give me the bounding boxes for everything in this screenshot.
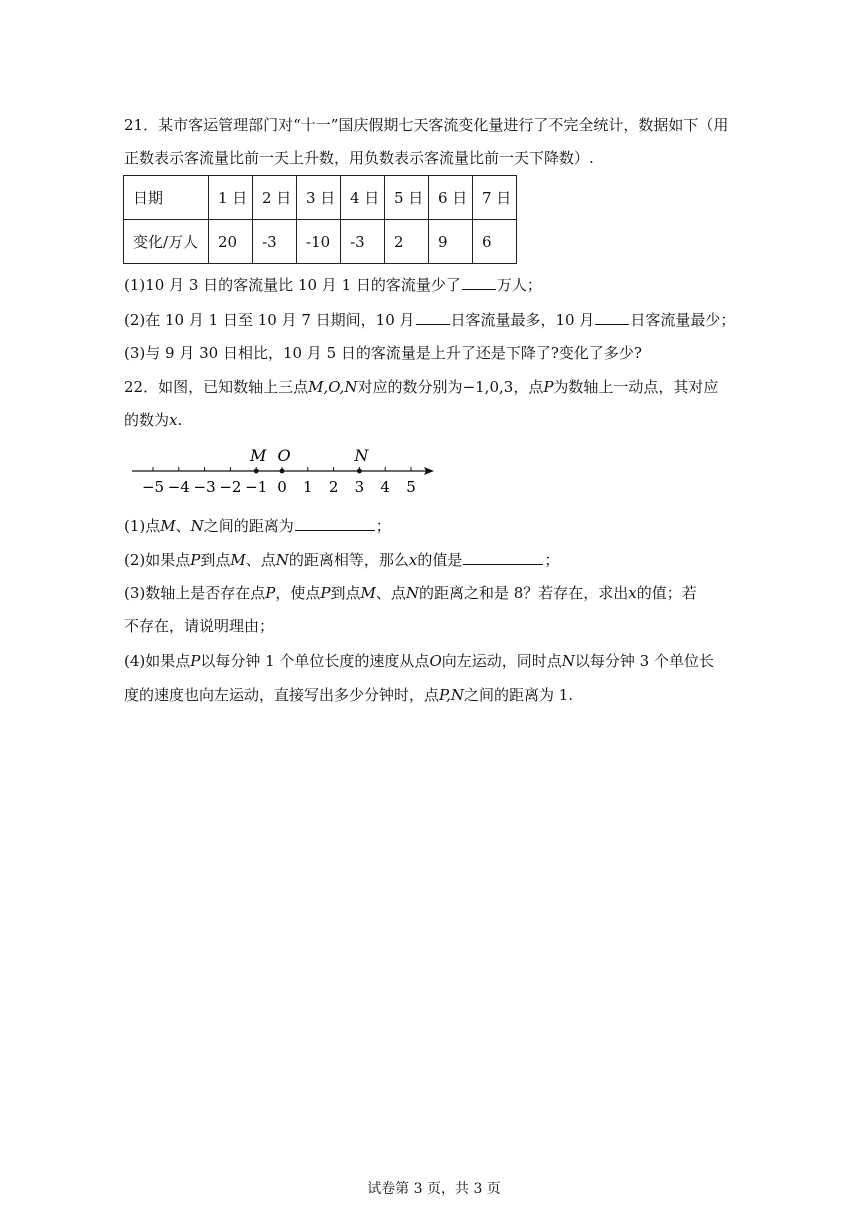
q22-line1: 22．如图，已知数轴上三点M,O,N对应的数分别为−1,0,3，点P为数轴上一动点，其对应 (124, 378, 719, 396)
axis-tick-label: 3 (354, 478, 365, 496)
table-cell: 9 (429, 220, 473, 264)
axis-tick-label: 2 (328, 478, 339, 496)
axis-tick-label: 5 (406, 478, 416, 496)
table-header-change: 变化/万人 (124, 220, 209, 264)
passenger-flow-table (123, 175, 517, 264)
q21-part2: (2)在 10 月 1 日至 10 月 7 日期间，10 月 日客流量最多，10 月 日客流量最少； (124, 311, 736, 329)
q21-part3: (3)与 9 月 30 日相比，10 月 5 日的客流量是上升了还是下降了?变化了多少? (124, 344, 642, 362)
table-cell: 7 日 (473, 176, 517, 220)
table-cell: -3 (341, 220, 385, 264)
table-row-changes (124, 220, 517, 264)
axis-tick-label: −2 (219, 478, 242, 496)
point-marker (357, 469, 362, 474)
table-cell: 5 日 (385, 176, 429, 220)
q22-part3-line2: 不存在，请说明理由； (124, 617, 275, 635)
q22-part4-line2: 度的速度也向左运动，直接写出多少分钟时，点P,N之间的距离为 1. (124, 686, 574, 704)
axis-tick-label: 1 (303, 478, 313, 496)
q22-part1: (1)点M、N之间的距离为 ； (124, 517, 391, 535)
point-label: N (354, 446, 369, 465)
number-line-diagram (124, 442, 444, 498)
axis-tick-label: 0 (277, 478, 287, 496)
axis-tick-label: −4 (167, 478, 190, 496)
axis-tick-label: −5 (141, 478, 165, 496)
point-label: M (250, 446, 267, 465)
axis-tick-label: 4 (380, 478, 390, 496)
table-cell: -3 (253, 220, 297, 264)
q21-part1: (1)10 月 3 日的客流量比 10 月 1 日的客流量少了 万人； (124, 276, 542, 294)
q22-line2: 的数为x. (124, 411, 183, 429)
point-marker (254, 469, 259, 474)
q22-part2: (2)如果点P到点M、点N的距离相等，那么x的值是 ； (124, 551, 560, 569)
point-marker (280, 469, 285, 474)
answer-blank (416, 310, 450, 325)
answer-blank (463, 550, 543, 565)
axis-tick-label: −1 (245, 478, 268, 496)
page-footer: 试卷第 3 页，共 3 页 (367, 1181, 501, 1197)
table-cell: 2 日 (253, 176, 297, 220)
table-cell: 6 (473, 220, 517, 264)
table-row-dates (124, 176, 517, 220)
q21-line2: 正数表示客流量比前一天上升数，用负数表示客流量比前一天下降数）. (124, 149, 594, 167)
table-cell: 3 日 (297, 176, 341, 220)
q22-part3-line1: (3)数轴上是否存在点P，使点P到点M、点N的距离之和是 8？若存在，求出x的值；若 (124, 584, 697, 602)
q21-line1: 21．某市客运管理部门对“十一”国庆假期七天客流变化量进行了不完全统计，数据如下（用 (124, 116, 729, 134)
table-header-date: 日期 (124, 176, 209, 220)
table-cell: 1 日 (209, 176, 253, 220)
answer-blank (295, 516, 375, 531)
point-label: O (277, 446, 291, 465)
answer-blank (595, 310, 629, 325)
table-cell: 20 (209, 220, 253, 264)
q22-part4-line1: (4)如果点P以每分钟 1 个单位长度的速度从点O向左运动，同时点N以每分钟 3 个单位长 (124, 652, 714, 670)
table-cell: 6 日 (429, 176, 473, 220)
axis-tick-label: −3 (193, 478, 216, 496)
table-cell: -10 (297, 220, 341, 264)
answer-blank (462, 275, 496, 290)
table-cell: 2 (385, 220, 429, 264)
table-cell: 4 日 (341, 176, 385, 220)
